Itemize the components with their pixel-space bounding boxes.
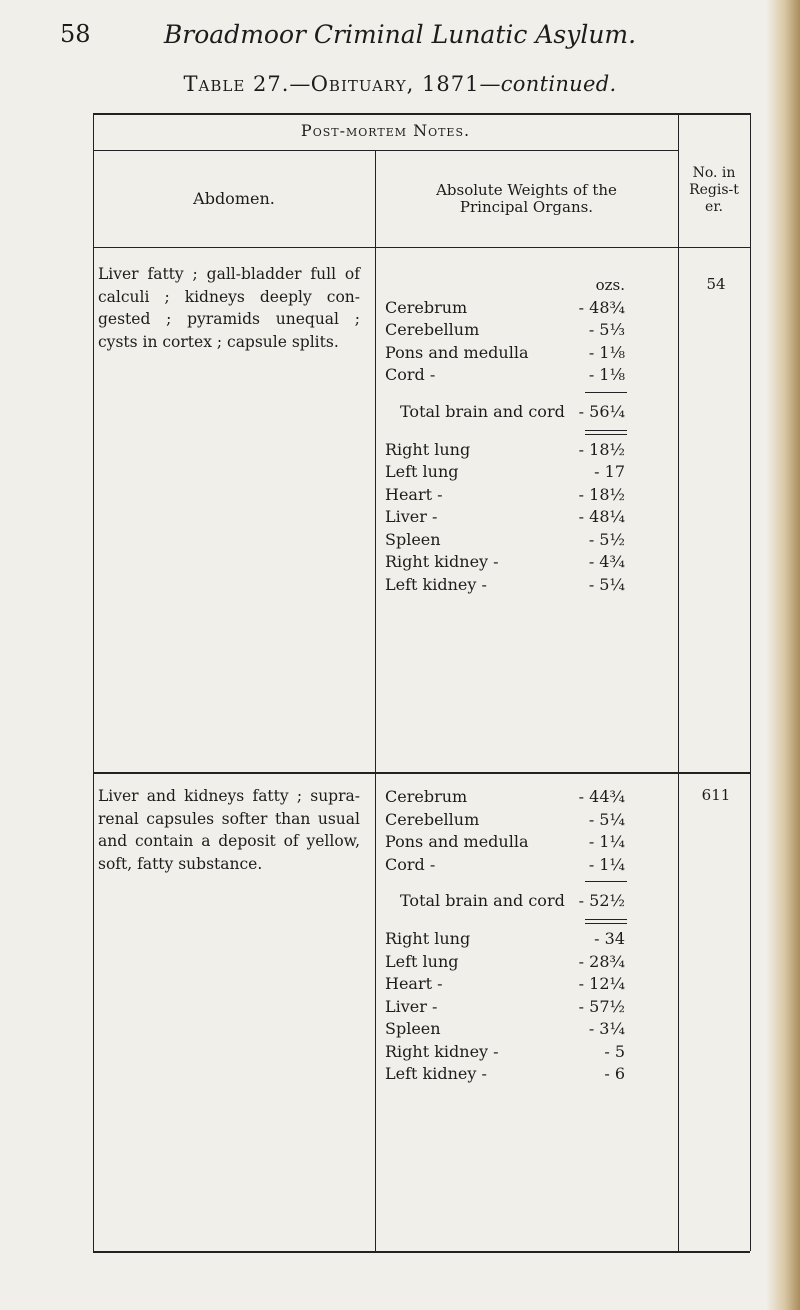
organ-weight: - 1¼ <box>588 832 625 851</box>
organ-weight: - 5¼ <box>588 574 625 594</box>
organ-weight: - 3¼ <box>588 1019 625 1038</box>
organ-row <box>385 928 625 951</box>
total-weight: - 56¼ <box>578 401 625 421</box>
organ-weight: - 1¼ <box>588 854 625 874</box>
organ-row <box>385 951 625 974</box>
organ-name: Right lung <box>385 929 471 948</box>
sum-rule <box>585 881 627 882</box>
register-number-1: 54 <box>706 275 726 293</box>
organ-name: Cerebellum <box>385 320 480 339</box>
header-abdomen: Abdomen. <box>193 189 275 208</box>
right-border <box>750 113 751 1251</box>
total-row <box>385 397 625 427</box>
entry-divider-rule <box>93 772 750 774</box>
header-weights: Absolute Weights of the Principal Organs. <box>436 181 617 216</box>
organ-name: Left lung <box>385 951 459 971</box>
abdomen-note-2: Liver and kidneys fatty ; supra-renal capsules softer than usual and contain a deposit of yellow, soft, fatty substance. <box>98 787 360 873</box>
organ-name: Left kidney - <box>385 574 487 594</box>
organ-row <box>385 506 625 529</box>
organ-row <box>385 786 625 809</box>
organ-weight: - 28¾ <box>578 951 625 971</box>
organ-name: Left kidney - <box>385 1064 487 1083</box>
organ-row <box>385 1041 625 1064</box>
organ-row <box>385 461 625 484</box>
organ-row <box>385 996 625 1019</box>
organ-weight: - 5 <box>604 1041 625 1061</box>
organ-name: Right kidney - <box>385 552 499 571</box>
weights-block-1 <box>385 274 625 596</box>
table-top-rule <box>93 113 750 115</box>
organ-row <box>385 297 625 320</box>
organ-weight: - 6 <box>604 1064 625 1083</box>
sum-rule <box>585 392 627 393</box>
organ-weight: - 18½ <box>578 439 625 459</box>
organ-row <box>385 1063 625 1086</box>
organ-weight: - 57½ <box>578 996 625 1016</box>
organ-weight: - 5⅓ <box>588 320 625 339</box>
total-row <box>385 886 625 916</box>
organ-weight: - 18½ <box>578 484 625 504</box>
organ-name: Cord - <box>385 365 436 384</box>
group-rule <box>93 150 678 151</box>
total-label: Total brain and cord <box>400 401 565 421</box>
running-title: Broadmoor Criminal Lunatic Asylum. <box>163 20 637 49</box>
organ-row <box>385 831 625 854</box>
organ-name: Pons and medulla <box>385 342 529 362</box>
organ-row <box>385 1018 625 1041</box>
sum-spacer <box>385 427 625 439</box>
organ-weight: - 48¼ <box>578 507 625 526</box>
total-label: Total brain and cord <box>400 891 565 910</box>
organ-name: Liver - <box>385 507 438 526</box>
col-divider-2 <box>678 113 679 1251</box>
organ-name: Liver - <box>385 996 438 1016</box>
organ-name: Spleen <box>385 529 441 549</box>
organ-name: Cerebrum <box>385 297 468 317</box>
organ-weight: - 1⅛ <box>588 365 625 384</box>
table-continued: continued. <box>500 72 617 96</box>
organ-weight: - 5½ <box>588 529 625 549</box>
organ-weight: - 48¾ <box>578 297 625 317</box>
double-rule <box>585 430 627 435</box>
organ-row <box>385 551 625 574</box>
unit-row <box>385 274 625 297</box>
organ-row <box>385 973 625 996</box>
total-weight: - 52½ <box>578 891 625 910</box>
organ-weight: - 1⅛ <box>588 342 625 362</box>
organ-weight: - 34 <box>594 929 625 948</box>
organ-row <box>385 484 625 507</box>
organ-name: Spleen <box>385 1019 441 1038</box>
col-divider-1 <box>375 150 376 1251</box>
organ-name: Cerebellum <box>385 809 480 829</box>
organ-name: Right kidney - <box>385 1041 499 1061</box>
weights-block-2 <box>385 786 625 1086</box>
organ-row <box>385 319 625 342</box>
organ-name: Heart - <box>385 484 443 504</box>
organ-name: Right lung <box>385 439 471 459</box>
organ-weight: - 4¾ <box>588 552 625 571</box>
left-border <box>93 113 94 1251</box>
table-title: Table 27.—Obituary, 1871—continued. <box>183 72 617 96</box>
organ-weight: - 12¼ <box>578 974 625 993</box>
organ-row <box>385 574 625 597</box>
page-number: 58 <box>60 20 91 48</box>
organ-row <box>385 364 625 387</box>
table-bottom-rule <box>93 1251 750 1253</box>
table-label: Table 27. <box>183 72 290 96</box>
sum-spacer <box>385 387 625 397</box>
organ-name: Heart - <box>385 974 443 993</box>
double-rule <box>585 919 627 924</box>
organ-weight: - 5¼ <box>588 809 625 829</box>
organ-row <box>385 342 625 365</box>
organ-name: Cord - <box>385 854 436 874</box>
organ-name: Cerebrum <box>385 787 468 806</box>
unit-label: ozs. <box>595 276 625 294</box>
register-number-2: 611 <box>701 786 731 804</box>
table-title-text: Obituary, 1871 <box>310 72 480 96</box>
organ-row <box>385 529 625 552</box>
organ-row <box>385 439 625 462</box>
sum-spacer <box>385 916 625 928</box>
organ-weight: - 17 <box>594 462 625 481</box>
header-bottom-rule <box>93 247 750 248</box>
organ-name: Left lung <box>385 462 459 481</box>
organ-row <box>385 854 625 877</box>
organ-name: Pons and medulla <box>385 832 529 851</box>
header-register-no: No. in Regis-ter. <box>689 165 739 215</box>
organ-row <box>385 809 625 832</box>
header-post-mortem-notes: Post-mortem Notes. <box>300 121 471 140</box>
sum-spacer <box>385 876 625 886</box>
abdomen-note-1: Liver fatty ; gall-bladder full of calculi ; kidneys deeply con-gested ; pyramids unequal ; cysts in cortex ; capsule splits. <box>98 265 360 351</box>
organ-weight: - 44¾ <box>578 787 625 806</box>
